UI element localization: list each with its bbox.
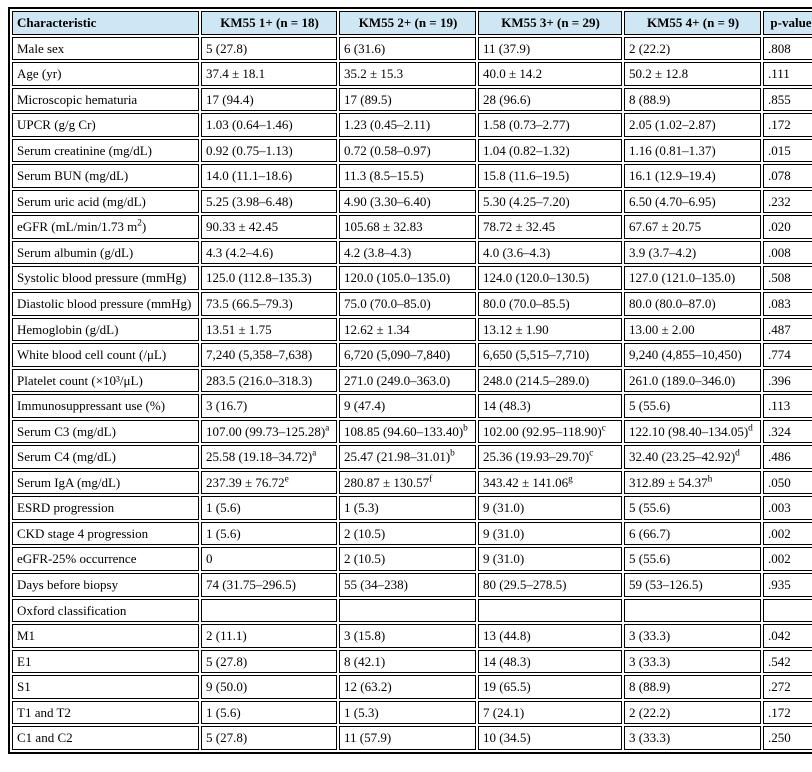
p-value-cell: .083 (763, 292, 812, 316)
p-value-cell: .232 (763, 190, 812, 214)
p-value-cell: .808 (763, 37, 812, 61)
value-cell: 17 (94.4) (201, 88, 337, 112)
value-cell: 120.0 (105.0–135.0) (339, 266, 476, 290)
row-label: E1 (12, 650, 199, 674)
row-label: Oxford classification (12, 599, 199, 623)
value-cell: 14.0 (11.1–18.6) (201, 164, 337, 188)
table-row (12, 37, 812, 61)
value-cell: 0 (201, 547, 337, 571)
p-value-cell: .020 (763, 215, 812, 239)
p-value-cell (763, 599, 812, 623)
superscript-note: d (735, 448, 740, 459)
superscript-note: h (707, 474, 713, 485)
p-value-cell: .542 (763, 650, 812, 674)
value-cell: 3 (33.3) (624, 650, 761, 674)
value-cell: 25.47 $(21.98-31.01)^b$ (339, 445, 476, 469)
row-label: White blood cell count (/μL) (12, 343, 199, 367)
table-row (12, 522, 812, 546)
value-cell: 40.0 ± 14.2 (478, 62, 622, 86)
value-cell: 11.3 (8.5–15.5) (339, 164, 476, 188)
superscript-note: b (450, 448, 455, 459)
p-value-cell: .015 (763, 139, 812, 163)
value-cell: 3 (33.3) (624, 726, 761, 750)
value-cell: 3 (33.3) (624, 624, 761, 648)
row-label: eGFR-25% occurrence (12, 547, 199, 571)
row-label: Platelet count (×10³/μL) (12, 369, 199, 393)
value-cell: 14 (48.3) (478, 650, 622, 674)
row-label: eGFR (mL/min/1.73 $m^2$) (12, 215, 199, 239)
p-value-cell: .272 (763, 675, 812, 699)
value-cell: 2 (11.1) (201, 624, 337, 648)
table-row (12, 701, 812, 725)
table-row (12, 675, 812, 699)
value-cell: 124.0 (120.0–130.5) (478, 266, 622, 290)
value-cell: 25.36 $(19.93-29.70)^c$ (478, 445, 622, 469)
value-cell: 1.16 (0.81–1.37) (624, 139, 761, 163)
table-row (12, 292, 812, 316)
value-cell: 11 (57.9) (339, 726, 476, 750)
table-header-row (12, 11, 812, 35)
column-header-km55-2: KM55 2+ (n = 19) (339, 11, 476, 35)
table-row (12, 62, 812, 86)
p-value-cell: .396 (763, 369, 812, 393)
value-cell: 2 (22.2) (624, 701, 761, 725)
row-label: Serum IgA (mg/dL) (12, 471, 199, 495)
value-cell: 12 (63.2) (339, 675, 476, 699)
value-cell: 13.12 ± 1.90 (478, 318, 622, 342)
value-cell: 5 (27.8) (201, 726, 337, 750)
value-cell: 7 (24.1) (478, 701, 622, 725)
value-cell: 5 (27.8) (201, 37, 337, 61)
p-value-cell: .486 (763, 445, 812, 469)
value-cell: 8 (88.9) (624, 88, 761, 112)
value-cell: 2.05 (1.02–2.87) (624, 113, 761, 137)
characteristics-table (8, 7, 812, 754)
column-header-characteristic: Characteristic (12, 11, 199, 35)
value-cell: 25.58 $(19.18-34.72)^a$ (201, 445, 337, 469)
p-value-cell: .002 (763, 547, 812, 571)
table-row (12, 318, 812, 342)
p-value-cell: .042 (763, 624, 812, 648)
value-cell: 28 (96.6) (478, 88, 622, 112)
value-cell (624, 599, 761, 623)
table-row (12, 547, 812, 571)
column-header-km55-3: KM55 3+ (n = 29) (478, 11, 622, 35)
table-row (12, 88, 812, 112)
superscript-note: a (325, 423, 330, 434)
value-cell: 261.0 (189.0–346.0) (624, 369, 761, 393)
table-row (12, 394, 812, 418)
column-header-km55-1: KM55 1+ (n = 18) (201, 11, 337, 35)
superscript-note: e (284, 474, 289, 485)
row-label: Hemoglobin (g/dL) (12, 318, 199, 342)
value-cell: 5.25 (3.98–6.48) (201, 190, 337, 214)
value-cell: 0.72 (0.58–0.97) (339, 139, 476, 163)
row-label: Days before biopsy (12, 573, 199, 597)
p-value-cell: .250 (763, 726, 812, 750)
value-cell: 105.68 ± 32.83 (339, 215, 476, 239)
table-row (12, 266, 812, 290)
value-cell: 8 (88.9) (624, 675, 761, 699)
table-row (12, 241, 812, 265)
table-row (12, 624, 812, 648)
value-cell: 17 (89.5) (339, 88, 476, 112)
value-cell: 9 (50.0) (201, 675, 337, 699)
table-row (12, 215, 812, 239)
value-cell: 13.00 ± 2.00 (624, 318, 761, 342)
value-cell: 12.62 ± 1.34 (339, 318, 476, 342)
value-cell: 80.0 (70.0–85.5) (478, 292, 622, 316)
p-value-cell: .935 (763, 573, 812, 597)
superscript-note: c (601, 423, 606, 434)
value-cell: 283.5 (216.0–318.3) (201, 369, 337, 393)
value-cell: 5 (55.6) (624, 394, 761, 418)
table-row (12, 573, 812, 597)
p-value-cell: .172 (763, 701, 812, 725)
value-cell: 1 (5.6) (201, 701, 337, 725)
value-cell: 1 (5.3) (339, 496, 476, 520)
table-body (12, 37, 812, 750)
row-label: C1 and C2 (12, 726, 199, 750)
row-label: Diastolic blood pressure (mmHg) (12, 292, 199, 316)
row-label: M1 (12, 624, 199, 648)
row-label: Age (yr) (12, 62, 199, 86)
value-cell: 1 (5.3) (339, 701, 476, 725)
p-value-cell: .078 (763, 164, 812, 188)
value-cell: 5.30 (4.25–7.20) (478, 190, 622, 214)
column-header-km55-4: KM55 4+ (n = 9) (624, 11, 761, 35)
value-cell: 4.2 (3.8–4.3) (339, 241, 476, 265)
value-cell: 9,240 (4,855–10,450) (624, 343, 761, 367)
table-row (12, 471, 812, 495)
value-cell: 9 (47.4) (339, 394, 476, 418)
value-cell: 74 (31.75–296.5) (201, 573, 337, 597)
value-cell: 13.51 ± 1.75 (201, 318, 337, 342)
row-label: Male sex (12, 37, 199, 61)
p-value-cell: .002 (763, 522, 812, 546)
value-cell: 8 (42.1) (339, 650, 476, 674)
row-label: UPCR (g/g Cr) (12, 113, 199, 137)
value-cell: 1.23 (0.45–2.11) (339, 113, 476, 137)
p-value-cell: .003 (763, 496, 812, 520)
value-cell: 80.0 (80.0–87.0) (624, 292, 761, 316)
column-header-p-value: p-value (763, 11, 812, 35)
value-cell: 4.3 (4.2–4.6) (201, 241, 337, 265)
value-cell: 3.9 (3.7–4.2) (624, 241, 761, 265)
p-value-cell: .487 (763, 318, 812, 342)
superscript-note: 2 (137, 219, 142, 230)
value-cell: 3 (16.7) (201, 394, 337, 418)
value-cell: 102.00 $(92.95-118.90)^c$ (478, 420, 622, 444)
value-cell: 80 (29.5–278.5) (478, 573, 622, 597)
value-cell: 0.92 (0.75–1.13) (201, 139, 337, 163)
value-cell: 35.2 ± 15.3 (339, 62, 476, 86)
value-cell: 1.04 (0.82–1.32) (478, 139, 622, 163)
row-label: Serum creatinine (mg/dL) (12, 139, 199, 163)
table-row (12, 190, 812, 214)
superscript-note: f (429, 474, 433, 485)
value-cell: 107.00 $(99.73-125.28)^a$ (201, 420, 337, 444)
value-cell: 2 (22.2) (624, 37, 761, 61)
value-cell: 14 (48.3) (478, 394, 622, 418)
value-cell (201, 599, 337, 623)
superscript-note: a (312, 448, 317, 459)
table-row (12, 650, 812, 674)
row-label: Serum BUN (mg/dL) (12, 164, 199, 188)
table-row (12, 343, 812, 367)
value-cell: 125.0 (112.8–135.3) (201, 266, 337, 290)
value-cell: 50.2 ± 12.8 (624, 62, 761, 86)
table-row (12, 445, 812, 469)
value-cell: 9 (31.0) (478, 496, 622, 520)
table-row (12, 420, 812, 444)
table-row (12, 369, 812, 393)
value-cell: 15.8 (11.6–19.5) (478, 164, 622, 188)
row-label: Immunosuppressant use (%) (12, 394, 199, 418)
value-cell: 2 (10.5) (339, 522, 476, 546)
value-cell: 271.0 (249.0–363.0) (339, 369, 476, 393)
value-cell: 312.89 ± 54.37$^h$ (624, 471, 761, 495)
value-cell: 90.33 ± 42.45 (201, 215, 337, 239)
value-cell: 73.5 (66.5–79.3) (201, 292, 337, 316)
row-label: Serum albumin (g/dL) (12, 241, 199, 265)
row-label: Serum C4 (mg/dL) (12, 445, 199, 469)
table-row (12, 496, 812, 520)
value-cell: 280.87 ± 130.57$^f$ (339, 471, 476, 495)
table-row (12, 726, 812, 750)
value-cell: 5 (27.8) (201, 650, 337, 674)
value-cell: 3 (15.8) (339, 624, 476, 648)
value-cell: 5 (55.6) (624, 496, 761, 520)
superscript-note: c (589, 448, 594, 459)
row-label: CKD stage 4 progression (12, 522, 199, 546)
value-cell: 1 (5.6) (201, 522, 337, 546)
table-row (12, 164, 812, 188)
value-cell: 2 (10.5) (339, 547, 476, 571)
value-cell: 1.58 (0.73–2.77) (478, 113, 622, 137)
value-cell: 55 (34–238) (339, 573, 476, 597)
value-cell: 9 (31.0) (478, 522, 622, 546)
value-cell: 37.4 ± 18.1 (201, 62, 337, 86)
value-cell: 6 (31.6) (339, 37, 476, 61)
value-cell: 19 (65.5) (478, 675, 622, 699)
value-cell: 13 (44.8) (478, 624, 622, 648)
table-row (12, 139, 812, 163)
value-cell: 59 (53–126.5) (624, 573, 761, 597)
row-label: Systolic blood pressure (mmHg) (12, 266, 199, 290)
p-value-cell: .050 (763, 471, 812, 495)
p-value-cell: .855 (763, 88, 812, 112)
table-row (12, 599, 812, 623)
value-cell: 248.0 (214.5–289.0) (478, 369, 622, 393)
value-cell: 9 (31.0) (478, 547, 622, 571)
value-cell: 6 (66.7) (624, 522, 761, 546)
value-cell (339, 599, 476, 623)
row-label: ESRD progression (12, 496, 199, 520)
row-label: Microscopic hematuria (12, 88, 199, 112)
value-cell: 7,240 (5,358–7,638) (201, 343, 337, 367)
row-label: T1 and T2 (12, 701, 199, 725)
row-label: S1 (12, 675, 199, 699)
value-cell: 6.50 (4.70–6.95) (624, 190, 761, 214)
value-cell: 1.03 (0.64–1.46) (201, 113, 337, 137)
row-label: Serum uric acid (mg/dL) (12, 190, 199, 214)
value-cell: 11 (37.9) (478, 37, 622, 61)
value-cell: 75.0 (70.0–85.0) (339, 292, 476, 316)
p-value-cell: .113 (763, 394, 812, 418)
p-value-cell: .774 (763, 343, 812, 367)
value-cell: 32.40 $(23.25-42.92)^d$ (624, 445, 761, 469)
value-cell: 16.1 (12.9–19.4) (624, 164, 761, 188)
value-cell: 343.42 ± 141.06$^g$ (478, 471, 622, 495)
p-value-cell: .324 (763, 420, 812, 444)
p-value-cell: .008 (763, 241, 812, 265)
value-cell: 78.72 ± 32.45 (478, 215, 622, 239)
value-cell: 127.0 (121.0–135.0) (624, 266, 761, 290)
value-cell (478, 599, 622, 623)
value-cell: 4.0 (3.6–4.3) (478, 241, 622, 265)
superscript-note: d (748, 423, 753, 434)
value-cell: 6,720 (5,090–7,840) (339, 343, 476, 367)
value-cell: 122.10 $(98.40-134.05)^d$ (624, 420, 761, 444)
p-value-cell: .111 (763, 62, 812, 86)
table-row (12, 113, 812, 137)
value-cell: 108.85 $(94.60-133.40)^b$ (339, 420, 476, 444)
p-value-cell: .508 (763, 266, 812, 290)
value-cell: 237.39 ± 76.72$^e$ (201, 471, 337, 495)
row-label: Serum C3 (mg/dL) (12, 420, 199, 444)
value-cell: 6,650 (5,515–7,710) (478, 343, 622, 367)
value-cell: 67.67 ± 20.75 (624, 215, 761, 239)
value-cell: 5 (55.6) (624, 547, 761, 571)
superscript-note: g (568, 474, 573, 485)
p-value-cell: .172 (763, 113, 812, 137)
value-cell: 4.90 (3.30–6.40) (339, 190, 476, 214)
value-cell: 10 (34.5) (478, 726, 622, 750)
value-cell: 1 (5.6) (201, 496, 337, 520)
superscript-note: b (463, 423, 468, 434)
